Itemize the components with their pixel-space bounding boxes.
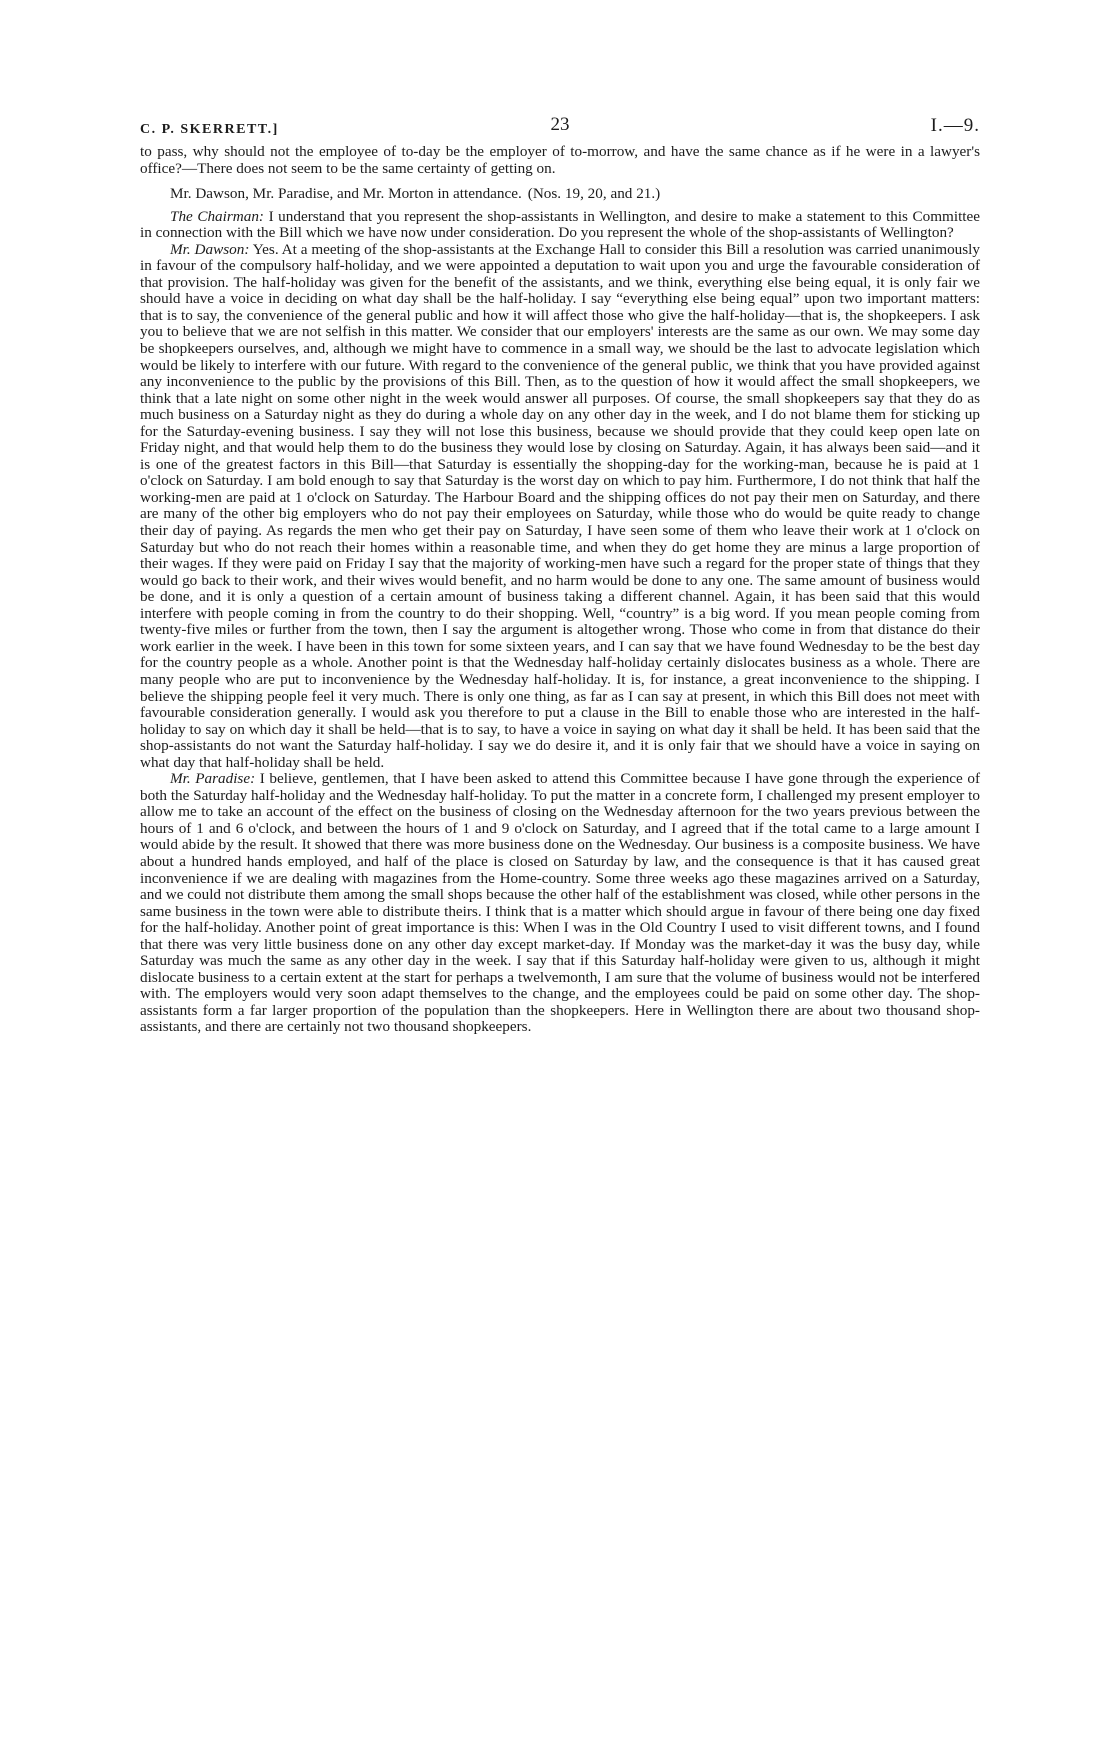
speaker-chairman: The Chairman: <box>170 207 264 225</box>
chairman-paragraph <box>140 209 980 242</box>
header-author: C. P. SKERRETT.] <box>140 122 279 137</box>
opening-paragraph: to pass, why should not the employee of to-day be the employer of to-morrow, and have the same chance as if he were in a lawyer's office?—There does not seem to be the same certainty of getting on. <box>140 143 980 177</box>
attendance-text: Mr. Dawson, Mr. Paradise, and Mr. Morton in attendance. <box>170 185 522 203</box>
speaker-paradise: Mr. Paradise: <box>170 770 256 788</box>
paradise-paragraph <box>140 771 980 1036</box>
chairman-text: I understand that you represent the shop-assistants in Wellington, and desire to make a statement to this Committee in connection with the Bill which we have now under consideration. Do you represent the whole of the shop-assistants of Wellington? <box>140 207 981 242</box>
attendance-numbers: (Nos. 19, 20, and 21.) <box>527 185 661 203</box>
document-page <box>140 112 980 1036</box>
header-reference: I.—9. <box>930 115 980 136</box>
paradise-text: I believe, gentlemen, that I have been asked to attend this Committee because I have gone through the experience of both the Saturday half-holiday and the Wednesday half-holiday. To put the matter in a concrete form, I challenged my present employer to allow me to take an account of the effect on the business of closing on the Wednesday afternoon for the two years previous between the hours of 1 and 6 o'clock, and between the hours of 1 and 9 o'clock on Saturday, and I agreed that if the total came to a large amount I would abide by the result. It showed that there was more business done on the Wednesday. Our business is a composite business. We have about a hundred hands employed, and half of the place is closed on Saturday by law, and the consequence is that it has caused great inconvenience if we are dealing with magazines from the Home-country. Some three weeks ago these magazines arrived on a Saturday, and we could not distribute them among the small shops because the other half of the establishment was closed, while other persons in the same business in the town were able to distribute theirs. I think that is a matter which should argue in favour of there being one day fixed for the half-holiday. Another point of great importance is this: When I was in the Old Country I used to visit different towns, and I found that there was very little business done on any other day except market-day. If Monday was the market-day it was the busy day, while Saturday was much the same as any other day in the week. I say that if this Saturday half-holiday were given to us, although it might dislocate business to a certain extent at the start for perhaps a twelvemonth, I am sure that the volume of business would not be interfered with. The employers would very soon adapt themselves to the change, and the employees could be paid on some other day. The shop-assistants form a far larger proportion of the population than the shopkeepers. Here in Wellington there are about two thousand shop-assistants, and there are certainly not two thousand shopkeepers. <box>140 770 981 1036</box>
attendance-line <box>140 186 980 203</box>
page-number: 23 <box>550 114 570 135</box>
speaker-dawson: Mr. Dawson: <box>170 240 250 258</box>
dawson-text: Yes. At a meeting of the shop-assistants at the Exchange Hall to consider this Bill a resolution was carried unanimously in favour of the compulsory half-holiday, and we were appointed a deputation to wait upon you and urge the favourable consideration of that provision. The half-holiday was given for the benefit of the assistants, and we think, everything else being equal, it is only fair we should have a voice in deciding on what day shall be the half-holiday. I say “everything else being equal” upon two important matters: that is to say, the convenience of the general public and how it will affect those who give the half-holiday—that is, the shopkeepers. I ask you to believe that we are not selfish in this matter. We consider that our employers' interests are the same as our own. We may some day be shopkeepers ourselves, and, although we might have to commence in a small way, we should be the last to advocate legislation which would be likely to interfere with our future. With regard to the convenience of the general public, we think that you have provided against any inconvenience to the public by the provisions of this Bill. Then, as to the question of how it would affect the small shopkeepers, we think that a late night on some other night in the week would answer all purposes. Of course, the small shopkeepers say that they do as much business on a Saturday night as they do during a whole day on any other day in the week, and I do not blame them for sticking up for the Saturday-evening business. I say they will not lose this business, because we should provide that they could keep open late on Friday night, and that would help them to do the business they would lose by closing on Saturday. Again, it has always been said—and it is one of the greatest factors in this Bill—that Saturday is essentially the shopping-day for the working-man, because he is paid at 1 o'clock on Saturday. I am bold enough to say that Saturday is the worst day on which to pay him. Furthermore, I do not think that half the working-men are paid at 1 o'clock on Saturday. The Harbour Board and the shipping offices do not pay their men on Saturday, and there are many of the other big employers who do not pay their employees on Saturday, while those who do would be quite ready to change their day of paying. As regards the men who get their pay on Saturday, I have seen some of them who leave their work at 1 o'clock on Saturday but who do not reach their homes within a reasonable time, and when they do get home they are minus a large proportion of their wages. If they were paid on Friday I say that the majority of working-men have such a regard for the proper state of things that they would go back to their work, and their wives would benefit, and no harm would be done to any one. The same amount of business would be done, and it is only a question of a certain amount of business taking a different channel. Again, it has been said that this would interfere with people coming in from the country to do their shopping. Well, “country” is a big word. If you mean people coming from twenty-five miles or further from the town, then I say the argument is altogether wrong. Those who come in from that distance do their work earlier in the week. I have been in this town for some sixteen years, and I can say that we have found Wednesday to be the best day for the country people as a whole. Another point is that the Wednesday half-holiday certainly dislocates business as a whole. There are many people who are put to inconvenience by the Wednesday half-holiday. It is, for instance, a great inconvenience to the shipping. I believe the shipping people feel it very much. There is only one thing, as far as I can say at present, in which this Bill does not meet with favourable consideration generally. I would ask you therefore to put a clause in the Bill to enable those who are interested in the half-holiday to say on which day it shall be held—that is to say, to have a voice in saying on what day it shall be held. It has been said that the shop-assistants do not want the Saturday half-holiday. I say we do desire it, and it is only fair that we should have a voice in saying on what day that half-holiday shall be held. <box>140 240 980 771</box>
dawson-paragraph <box>140 242 980 772</box>
page-header <box>140 112 980 144</box>
